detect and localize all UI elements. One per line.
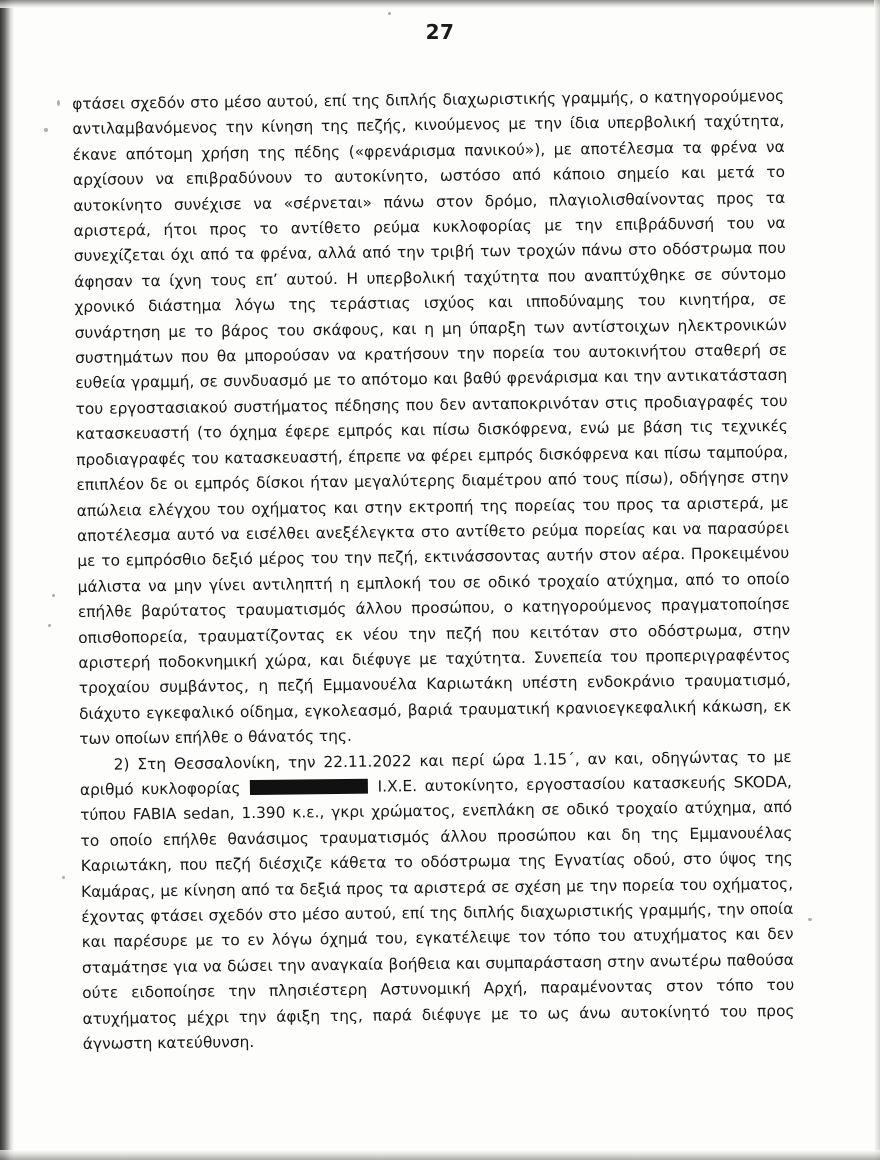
paragraph-2	[79, 744, 794, 1057]
scan-speck	[52, 594, 55, 597]
redaction-block-icon	[250, 779, 368, 795]
paragraph-2-text-after: Ι.Χ.Ε. αυτοκίνητο, εργοστασίου κατασκευής SKODA, τύπου FABIA sedan, 1.390 κ.ε., γκρι χρώματος, ενεπλάκη σε οδικό τροχαίο ατύχημα, από το οποίο επήλθε θανάσιμος τραυματισμός άλλου προσώπου και δη της Εμμανουέλας Καριωτάκη, που πεζή διέσχιζε κάθετα το οδόστρωμα της Εγνατίας οδού, στο ύψος της Καμάρας, με κίνηση από τα δεξιά προς τα αριστερά σε σχέση με την πορεία του οχήματος, έχοντας φτάσει σχεδόν στο μέσο αυτού, επί της διπλής διαχωριστικής γραμμής, την οποία και παρέσυρε με το εν λόγω όχημά του, εγκατέλειψε τον τόπο του ατυχήματος και δεν σταμάτησε για να δώσει την αναγκαία βοήθεια και συμπαράσταση στην ανωτέρω παθούσα ούτε ειδοποίησε την πλησιέστερη Αστυνομική Αρχή, παραμένοντας στον τόπο του ατυχήματος μέχρι την άφιξη της, παρά διέφυγε με το ως άνω αυτοκίνητό του προς άγνωστη κατεύθυνση.	[80, 772, 795, 1053]
paragraph-2-text-before: 2) Στη Θεσσαλονίκη, την 22.11.2022 και περί ώρα 1.15΄, αν και, οδηγώντας το με αριθμό κυκλοφορίας	[79, 747, 792, 799]
scan-edge-right	[874, 0, 880, 1160]
scan-speck	[62, 876, 65, 879]
scan-speck	[44, 128, 48, 132]
document-body	[72, 84, 795, 1057]
scan-speck	[388, 12, 391, 15]
scan-speck	[808, 918, 812, 921]
scan-speck	[48, 624, 51, 627]
scan-speck	[57, 100, 60, 106]
scan-edge-left	[0, 0, 14, 1160]
scan-edge-bottom	[0, 1150, 880, 1160]
paragraph-1: φτάσει σχεδόν στο μέσο αυτού, επί της διπλής διαχωριστικής γραμμής, ο κατηγορούμενος αντιλαμβανόμενος την κίνηση της πεζής, κινούμενος με την ίδια υπερβολική ταχύτητα, έκανε απότομη χρήση της πέδης («φρενάρισμα πανικού»), με αποτέλεσμα τα φρένα να αρχίσουν να επιβραδύνουν το αυτοκίνητο, ωστόσο από κάποιο σημείο και μετά το αυτοκίνητο συνέχισε να «σέρνεται» πάνω στον δρόμο, πλαγιολισθαίνοντας προς τα αριστερά, ήτοι προς το αντίθετο ρεύμα κυκλοφορίας με την επιβράδυνσή του να συνεχίζεται όχι από τα φρένα, αλλά από την τριβή των τροχών πάνω στο οδόστρωμα που άφησαν τα ίχνη τους επ’ αυτού. Η υπερβολική ταχύτητα που αναπτύχθηκε σε σύντομο χρονικό διάστημα λόγω της τεράστιας ισχύος και ιπποδύναμης του κινητήρα, σε συνάρτηση με το βάρος του σκάφους, και η μη ύπαρξη των αντίστοιχων ηλεκτρονικών συστημάτων που θα μπορούσαν να κρατήσουν την πορεία του αυτοκινήτου σταθερή σε ευθεία γραμμή, σε συνδυασμό με το απότομο και βαθύ φρενάρισμα και την αντικατάσταση του εργοστασιακού συστήματος πέδησης που δεν ανταποκρινόταν στις προδιαγραφές του κατασκευαστή (το όχημα έφερε εμπρός και πίσω δισκόφρενα, ενώ με βάση τις τεχνικές προδιαγραφές του κατασκευαστή, έπρεπε να φέρει εμπρός δισκόφρενα και πίσω ταμπούρα, επιπλέον δε οι εμπρός δίσκοι ήταν μεγαλύτερης διαμέτρου από τους πίσω), οδήγησε στην απώλεια ελέγχου του οχήματος και στην εκτροπή της πορείας του προς τα αριστερά, με αποτέλεσμα αυτό να εισέλθει ανεξέλεγκτα στο αντίθετο ρεύμα πορείας και να παρασύρει με το εμπρόσθιο δεξιό μέρος του την πεζή, εκτινάσσοντας αυτήν στον αέρα. Προκειμένου μάλιστα να μην γίνει αντιληπτή η εμπλοκή του σε οδικό τροχαίο ατύχημα, από το οποίο επήλθε βαρύτατος τραυματισμός άλλου προσώπου, ο κατηγορούμενος πραγματοποίησε οπισθοπορεία, τραυματίζοντας εκ νέου την πεζή που κειτόταν στο οδόστρωμα, στην αριστερή ποδοκνημική χώρα, και διέφυγε με ταχύτητα. Συνεπεία του προπεριγραφέντος τροχαίου συμβάντος, η πεζή Εμμανουέλα Καριωτάκη υπέστη ενδοκράνιο τραυματισμό, διάχυτο εγκεφαλικό οίδημα, εγκολεασμό, βαριά τραυματική κρανιοεγκεφαλική κάκωση, εκ των οποίων επήλθε ο θάνατός της.	[72, 86, 792, 749]
scan-edge-top	[0, 0, 880, 8]
page-number: 27	[425, 20, 455, 44]
